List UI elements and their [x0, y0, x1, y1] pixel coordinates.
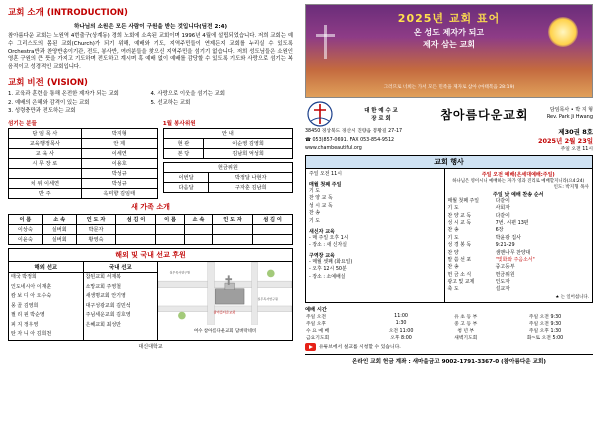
svg-text:참아름다운교회: 참아름다운교회: [213, 310, 236, 315]
time-value-2: 화~토 오전 5:00: [526, 335, 564, 341]
svg-text:실무목사연구원: 실무목사연구원: [169, 270, 191, 275]
staff-role: 교육행정목사: [9, 139, 82, 149]
cell: [213, 235, 253, 245]
order-extra: [552, 227, 589, 234]
study-title: 구역장 교육: [309, 252, 335, 259]
staff-role: 시 무 장 로: [9, 159, 82, 169]
table-row: [9, 235, 293, 245]
sun-icon: [548, 17, 578, 47]
column-header: 소 속: [184, 215, 212, 225]
church-name-block: [340, 106, 422, 122]
time-value: 오후 8:00: [390, 335, 412, 341]
column-header: 소 속: [42, 215, 76, 225]
domestic-mission-header: 국내 선교: [84, 262, 158, 273]
worship-order-title: 주일 낮 예배 찬송 순서: [493, 192, 544, 198]
table-row: [305, 334, 593, 341]
column-header: 이 름: [156, 215, 184, 225]
offering-name: 박정달 나현자: [209, 173, 293, 183]
order-item: 찬 양 교 독: [447, 212, 472, 219]
staff-table: [8, 128, 158, 199]
vision-title-en: (VISION): [46, 78, 88, 89]
staff-role: 치 위 이세연: [9, 179, 82, 189]
time-value-2: 주일 오전 9:30: [528, 314, 562, 320]
worship-order-pane: [445, 169, 592, 302]
pastor-name-kr: 담임목사 • 박 지 형: [549, 106, 593, 113]
introduction-heading: [8, 6, 293, 20]
left-footer: 대신대학교: [138, 343, 163, 350]
order-extra: [552, 235, 589, 242]
events-time: 주일 오전 11시: [309, 171, 342, 177]
offering-period: 다음달: [163, 183, 209, 193]
staff-role: 교 육 사: [9, 149, 82, 159]
cell: [184, 225, 212, 235]
worship-order-row: [448, 250, 589, 257]
time-label-2: 중 고 등 부: [454, 321, 478, 327]
staff-name: 박성규: [81, 169, 157, 179]
church-phone: ☎ 053)857-0691. FAX 053-854-9512: [305, 137, 395, 143]
cell: 실버회: [42, 235, 76, 245]
order-item: 성 경 봉 독: [447, 242, 472, 249]
cell: 이윤숙: [9, 235, 43, 245]
worship-order-row: [448, 198, 589, 205]
time-label: 주일 오전: [306, 314, 327, 320]
map-note: 여수 참아름다운교회 담벼락네비: [193, 329, 257, 335]
guide-name: 김남희 억성희: [204, 149, 293, 159]
events-item-label: 찬 양 교 독: [309, 195, 333, 202]
cell: [116, 225, 156, 235]
column-header: 인 도 자: [213, 215, 253, 225]
issue-date: 2025년 2월 23일: [537, 137, 593, 145]
order-item: 말 씀 선 포: [447, 256, 472, 263]
order-item: 기 도: [447, 234, 459, 241]
mission-entry: 소망교회 주영철: [85, 283, 121, 290]
events-item-label: 성 시 교 독: [309, 202, 333, 209]
table-row: [9, 169, 158, 179]
vision-heading: [8, 76, 293, 90]
order-extra: [552, 213, 589, 220]
order-value: 샘맨나무 찬양대: [495, 249, 531, 256]
events-item-label: 기 도: [309, 217, 321, 224]
mission-entry: 인도네시아 이재훈: [11, 283, 52, 290]
time-label-2: 청 년 부: [457, 328, 475, 334]
year-theme-banner: [305, 4, 593, 98]
table-row: [9, 189, 158, 199]
staff-role: 담 임 목 사: [9, 129, 82, 139]
worship-order-row: [448, 257, 589, 264]
events-panes: [305, 169, 593, 303]
banner-line-2: 제자 삼는 교회: [423, 40, 475, 49]
issue-number: 제30권 8호: [558, 128, 593, 136]
banner-year: 2025년 교회 표어: [397, 12, 501, 25]
time-label-2: 유 초 등 부: [454, 314, 478, 320]
mission-entry: 필 리 핀 박순영: [11, 312, 45, 319]
time-label: 주일 오후: [306, 321, 327, 327]
staff-title: 섬기는 분들: [8, 121, 37, 128]
order-value: 9:21-29: [495, 242, 515, 249]
order-extra: [552, 272, 589, 279]
vision-column-1: [8, 90, 151, 116]
staff-name: 옥미향 김임태: [81, 189, 157, 199]
new-family-table: [8, 214, 293, 245]
vision-item: 4. 사랑으로 이웃을 섬기는 교회: [150, 91, 225, 98]
table-row: [163, 139, 292, 149]
order-extra: [552, 242, 589, 249]
time-label: 수 요 예 배: [306, 328, 330, 334]
mission-entry: 캄 보 디 아 오수숙: [11, 293, 52, 300]
order-extra: [552, 220, 589, 227]
cell: [253, 235, 293, 245]
staff-role: [9, 169, 82, 179]
vision-column-2: [151, 90, 294, 116]
table-row: [305, 327, 593, 334]
worship-order-row: [448, 213, 589, 220]
events-bar: 교회 행사: [305, 155, 593, 169]
newcomer-line: - 장소 : 새 신자실: [309, 242, 347, 249]
church-map: [158, 262, 292, 340]
order-item: 광고 및 교제: [447, 278, 475, 285]
order-extra: [552, 286, 589, 293]
vision-title: 교회 비전: [8, 78, 44, 89]
order-item: 헌 금 소 식: [447, 271, 472, 278]
time-value: 11:00: [394, 313, 408, 319]
table-row: [9, 129, 158, 139]
order-item: 찬 송: [447, 264, 459, 271]
vision-list: [8, 90, 293, 116]
order-value: 6장: [495, 227, 504, 234]
youtube-icon[interactable]: [305, 343, 316, 351]
overseas-mission-header: 해외 선교: [9, 262, 83, 273]
mission-entry: 참된교회 서재복: [85, 274, 121, 281]
guide-name: 이순영 김영희: [204, 139, 293, 149]
staff-name: 박성규: [81, 179, 157, 189]
offering-table: [163, 162, 293, 193]
worship-order-row: [448, 264, 589, 271]
denomination-line-1: 대 한 예 수 교: [364, 108, 398, 114]
study-line: - 매월 셋째 (화요일): [309, 258, 353, 265]
banner-verse: 그러므로 너희는 가서 모든 민족을 제자로 삼아 (마태복음 28:19): [383, 85, 515, 90]
sunday-worship-note: 하나님은 영이시니 예배하는 자가 영과 진리로 예배할지니라(요4:24): [452, 179, 585, 184]
table-row: [305, 313, 593, 320]
cell: 박문자: [76, 225, 116, 235]
table-row: [163, 163, 292, 173]
denomination-line-2: 장 로 회: [371, 116, 391, 122]
mission-entry: 탄 자 니 아 김희천: [11, 331, 52, 338]
vision-item: 1. 교육과 훈련을 통해 온전한 제자가 되는 교회: [8, 91, 119, 98]
times-and-youtube: [305, 306, 593, 341]
table-row: [9, 149, 158, 159]
order-value: 중고등부: [495, 264, 515, 271]
order-value: "빛화와 주음소서": [495, 256, 535, 263]
mission-entry: 주님세운교회 김호영: [85, 312, 131, 319]
church-info-row: [305, 127, 593, 152]
table-row: [163, 173, 292, 183]
table-row: [163, 183, 292, 193]
staff-name: 박지형: [81, 129, 157, 139]
offering-account-footer: 온라인 교회 헌금 계좌 : 새마을금고 9002-1791-3367-0 (참아름다운 교회): [305, 354, 593, 365]
domestic-mission-column: [84, 262, 159, 340]
banner-line-1: 온 성도 제자가 되고: [413, 28, 485, 37]
table-row: [9, 139, 158, 149]
order-extra: [552, 279, 589, 286]
mission-entry: 은혜교회 최성만: [85, 321, 121, 328]
times-title: 예배 시간: [305, 306, 327, 313]
events-item-label: 기 도: [309, 187, 321, 194]
guide-table: [163, 128, 293, 159]
study-line: - 장소 : 소예배실: [309, 273, 346, 280]
events-item-label: 매월 첫째 주일: [309, 181, 342, 188]
cell: 황영숙: [76, 235, 116, 245]
order-extra: [552, 250, 589, 257]
table-row: [163, 129, 292, 139]
guide-role: 본 당: [163, 149, 203, 159]
order-item: 축 도: [447, 286, 459, 293]
staff-role: 반 주: [9, 189, 82, 199]
mission-entry: 태국 박정희: [11, 274, 37, 281]
order-item: 매월 첫째 주일: [447, 198, 480, 204]
cell: 이상숙: [9, 225, 43, 235]
time-value: 1:30: [395, 320, 407, 326]
order-value: 7번. 시편 13편: [495, 220, 529, 227]
map-graphic: [158, 262, 292, 325]
offering-name: 구자훈 김남희: [209, 183, 293, 193]
newcomer-title: 새신자 교육: [309, 228, 335, 235]
order-value: 박윤광 집사: [495, 234, 521, 241]
svg-text:실무목사연구원: 실무목사연구원: [257, 297, 279, 302]
offering-header: 헌금위원: [163, 163, 292, 173]
overseas-mission-column: [9, 262, 84, 340]
time-label-2: 새벽기도회: [454, 335, 478, 341]
staff-name: 이세연: [81, 149, 157, 159]
time-label: 금요기도회: [306, 335, 330, 341]
order-value: 헌금위원: [495, 271, 515, 278]
table-row: [9, 179, 158, 189]
worship-guide: 인도: 박지형 목사: [553, 185, 589, 190]
mission-title: 해외 및 국내 선교 후원: [8, 248, 293, 262]
right-page: [300, 0, 600, 424]
table-header-row: [9, 215, 293, 225]
column-header: 이 름: [9, 215, 43, 225]
table-row: [305, 320, 593, 327]
order-item: 기 도: [447, 205, 459, 212]
worship-order-row: [448, 272, 589, 279]
worker-title: 1월 봉사위원: [162, 121, 196, 128]
map-box: [158, 262, 292, 328]
vision-item: 2. 예배의 은혜와 감격이 있는 교회: [8, 99, 90, 106]
cell: [156, 225, 184, 235]
table-row: [9, 225, 293, 235]
staff-name: 이용호: [81, 159, 157, 169]
order-value: 다같이: [495, 212, 510, 219]
guide-role: 현 관: [163, 139, 203, 149]
worship-order-row: [448, 227, 589, 234]
mission-section: [8, 262, 293, 341]
newcomer-line: - 매 주일 오후 1시: [309, 234, 349, 241]
order-extra: [552, 198, 589, 205]
order-item: 찬 양: [447, 249, 459, 256]
vision-item: 5. 선교하는 교회: [150, 99, 191, 106]
worship-time-label: 주일 오전 11시: [560, 147, 593, 152]
order-value: 인도자: [495, 278, 510, 285]
time-value-2: 주일 오후 1:30: [528, 328, 562, 334]
guide-header: 안 내: [163, 129, 292, 139]
mission-entry: 피 지 정우영: [11, 321, 39, 328]
worship-order-row: [448, 279, 589, 286]
cell: 실버회: [42, 225, 76, 235]
cross-icon: [324, 25, 327, 59]
introduction-verse: 하나님의 소원은 모든 사람이 구원을 받는 것입니다(딤전 2:4): [73, 24, 228, 30]
order-extra: [552, 205, 589, 212]
study-line: - 오후 12시 50분: [309, 266, 347, 273]
worship-order-note: ★ 는 일어섭니다.: [555, 294, 589, 300]
worship-times-table: [305, 313, 593, 341]
order-value: 사회자: [495, 205, 510, 212]
worship-order-row: [448, 205, 589, 212]
cell: [156, 235, 184, 245]
order-value: 다같이: [495, 198, 510, 204]
worship-order-row: [448, 242, 589, 249]
column-header: 섬 김 이: [116, 215, 156, 225]
mission-entry: 대구성광교회 김민석: [85, 302, 131, 309]
church-header: [305, 101, 593, 127]
staff-section: [8, 119, 293, 199]
order-value: 설교자: [495, 286, 510, 293]
new-family-title: 새 가족 소개: [131, 203, 170, 212]
cell: [116, 235, 156, 245]
introduction-paragraph: 참아름다운 교회는 노원역 4번출구(상계동) 경희 노회에 소속된 교회이며 1996년 4월에 설립되었습니다. 저희 교회는 예수 그리스도의 몸된 교회(Church)가 되기 위해, 예배와 기도, 지역주민들이 연제든지 교회를 누리실 수 있도록 Orchestra반과 찬양반송이기관, 전도, 봉사반, 여러분들을 찾으신 지역주민을 섬기기 없습니다. 저희 성도님들은 소원인 영혼 구원의 큰 뜻을 가지고 기도하며 전도하고 계시며 혹 예배 없이 예배를 감당할 수 있도록 기도와 사랑으로 섬기는 복음적이고 성경적인 교회입니다.: [8, 33, 293, 71]
cell: [184, 235, 212, 245]
cell: [213, 225, 253, 235]
church-logo-icon: [305, 101, 335, 127]
events-item-label: 찬 송: [309, 210, 321, 217]
order-extra: [552, 257, 589, 264]
mission-entry: 몽 골 김영희: [11, 302, 39, 309]
introduction-title-en: (INTRODUCTION): [46, 8, 128, 18]
events-left-pane: [306, 169, 445, 302]
pastor-block: [547, 107, 593, 122]
time-value-2: 주일 오전 9:30: [528, 321, 562, 327]
church-name: 참아름다운교회: [440, 107, 529, 122]
cell: [253, 225, 293, 235]
church-website: www.chambeautiful.org: [305, 145, 362, 151]
order-extra: [552, 264, 589, 271]
worship-order-row: [448, 286, 589, 293]
youtube-text: 유튜브에서 설교를 시청할 수 있습니다.: [319, 345, 401, 351]
table-row: [163, 149, 292, 159]
column-header: 인 도 자: [76, 215, 116, 225]
order-item: 성 시 교 독: [447, 220, 472, 227]
table-row: [9, 159, 158, 169]
church-address: 38450 경상북도 경산시 진량읍 봉황길 27-17: [305, 129, 403, 135]
sunday-worship-title: 주일 오전 예배(온세대예배:주일): [481, 172, 555, 178]
pastor-name-en: Rev. Park Ji Hwang: [546, 114, 593, 120]
mission-entry: 새생명교회 안기영: [85, 293, 126, 300]
order-item: 찬 송: [447, 227, 459, 234]
column-header: 섬 김 이: [253, 215, 293, 225]
staff-name: 안 제: [81, 139, 157, 149]
worship-order-row: [448, 220, 589, 227]
time-value: 오전 11:00: [388, 328, 414, 334]
offering-period: 이번달: [163, 173, 209, 183]
vision-item: 3. 성령충만과 전도하는 교회: [8, 108, 76, 115]
introduction-title: 교회 소개: [8, 8, 44, 18]
youtube-row[interactable]: [305, 343, 593, 351]
